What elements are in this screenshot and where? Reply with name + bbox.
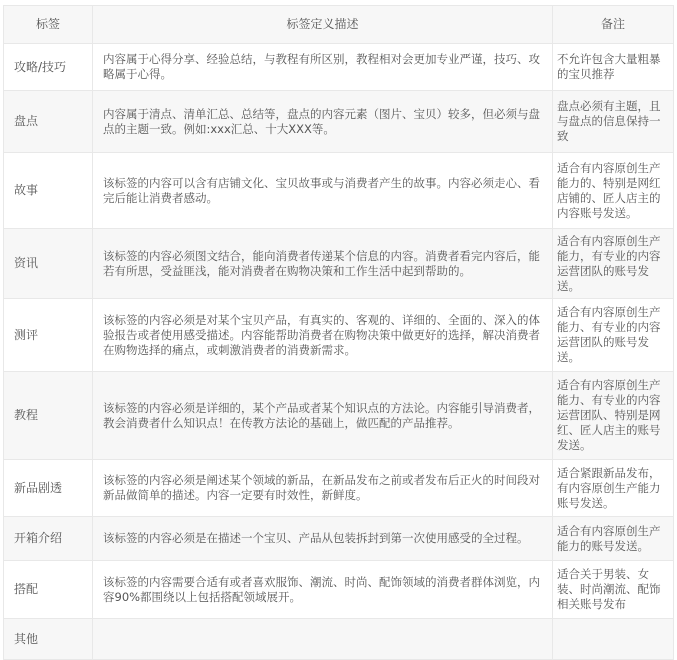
table-row — [4, 91, 674, 153]
note-cell: 适合有内容原创生产能力，有专业的内容运营团队的账号发送。 — [553, 229, 674, 299]
description-cell: 该标签的内容可以含有店铺文化、宝贝故事或与消费者产生的故事。内容必须走心、看完后能让消费者感动。 — [93, 153, 553, 229]
tag-cell: 开箱介绍 — [4, 517, 93, 561]
table-row — [4, 460, 674, 517]
header-tag: 标签 — [4, 6, 93, 44]
note-cell — [553, 619, 674, 660]
tag-cell: 教程 — [4, 372, 93, 460]
header-note: 备注 — [553, 6, 674, 44]
note-cell: 适合有内容原创生产能力的账号发送。 — [553, 517, 674, 561]
tag-cell: 资讯 — [4, 229, 93, 299]
table-row — [4, 153, 674, 229]
tag-cell: 攻略/技巧 — [4, 44, 93, 91]
tag-definition-table-container — [3, 5, 673, 660]
description-cell: 内容属于清点、清单汇总、总结等，盘点的内容元素（图片、宝贝）较多，但必须与盘点的主题一致。例如:xxx汇总、十大XXX等。 — [93, 91, 553, 153]
note-cell: 适合有内容原创生产能力、有专业的内容运营团队的账号发送。 — [553, 299, 674, 372]
table-header-row — [4, 6, 674, 44]
description-cell: 该标签的内容必须是详细的，某个产品或者某个知识点的方法论。内容能引导消费者，教会消费者什么知识点！在传教方法论的基础上，做匹配的产品推荐。 — [93, 372, 553, 460]
note-cell: 适合有内容原创生产能力、有专业的内容运营团队、特别是网红、匠人店主的账号发送。 — [553, 372, 674, 460]
table-row — [4, 561, 674, 619]
header-description: 标签定义描述 — [93, 6, 553, 44]
description-cell — [93, 619, 553, 660]
table-row — [4, 372, 674, 460]
table-row — [4, 619, 674, 660]
tag-cell: 其他 — [4, 619, 93, 660]
note-cell: 适合关于男装、女装、时尚潮流、配饰相关账号发布 — [553, 561, 674, 619]
tag-cell: 搭配 — [4, 561, 93, 619]
description-cell: 该标签的内容必须是在描述一个宝贝、产品从包装拆封到第一次使用感受的全过程。 — [93, 517, 553, 561]
description-cell: 内容属于心得分享、经验总结，与教程有所区别，教程相对会更加专业严谨，技巧、攻略属于心得。 — [93, 44, 553, 91]
table-row — [4, 517, 674, 561]
tag-definition-table — [3, 5, 674, 660]
table-row — [4, 299, 674, 372]
description-cell: 该标签的内容必须图文结合，能向消费者传递某个信息的内容。消费者看完内容后，能若有所思，受益匪浅，能对消费者在购物决策和工作生活中起到帮助的。 — [93, 229, 553, 299]
description-cell: 该标签的内容需要合适有或者喜欢服饰、潮流、时尚、配饰领域的消费者群体浏览，内容90%都围绕以上包括搭配领域展开。 — [93, 561, 553, 619]
note-cell: 盘点必须有主题，且与盘点的信息保持一致 — [553, 91, 674, 153]
tag-cell: 盘点 — [4, 91, 93, 153]
description-cell: 该标签的内容必须是对某个宝贝产品，有真实的、客观的、详细的、全面的、深入的体验报告或者使用感受描述。内容能帮助消费者在购物决策中做更好的选择，解决消费者在购物选择的痛点，或刺激消费者的消费新需求。 — [93, 299, 553, 372]
note-cell: 适合有内容原创生产能力的、特别是网红店铺的、匠人店主的内容账号发送。 — [553, 153, 674, 229]
tag-cell: 测评 — [4, 299, 93, 372]
description-cell: 该标签的内容必须是阐述某个领域的新品，在新品发布之前或者发布后正火的时间段对新品做简单的描述。内容一定要有时效性，新鲜度。 — [93, 460, 553, 517]
table-row — [4, 229, 674, 299]
note-cell: 适合紧跟新品发布，有内容原创生产能力账号发送。 — [553, 460, 674, 517]
tag-cell: 故事 — [4, 153, 93, 229]
table-row — [4, 44, 674, 91]
tag-cell: 新品剧透 — [4, 460, 93, 517]
note-cell: 不允许包含大量粗暴的宝贝推荐 — [553, 44, 674, 91]
